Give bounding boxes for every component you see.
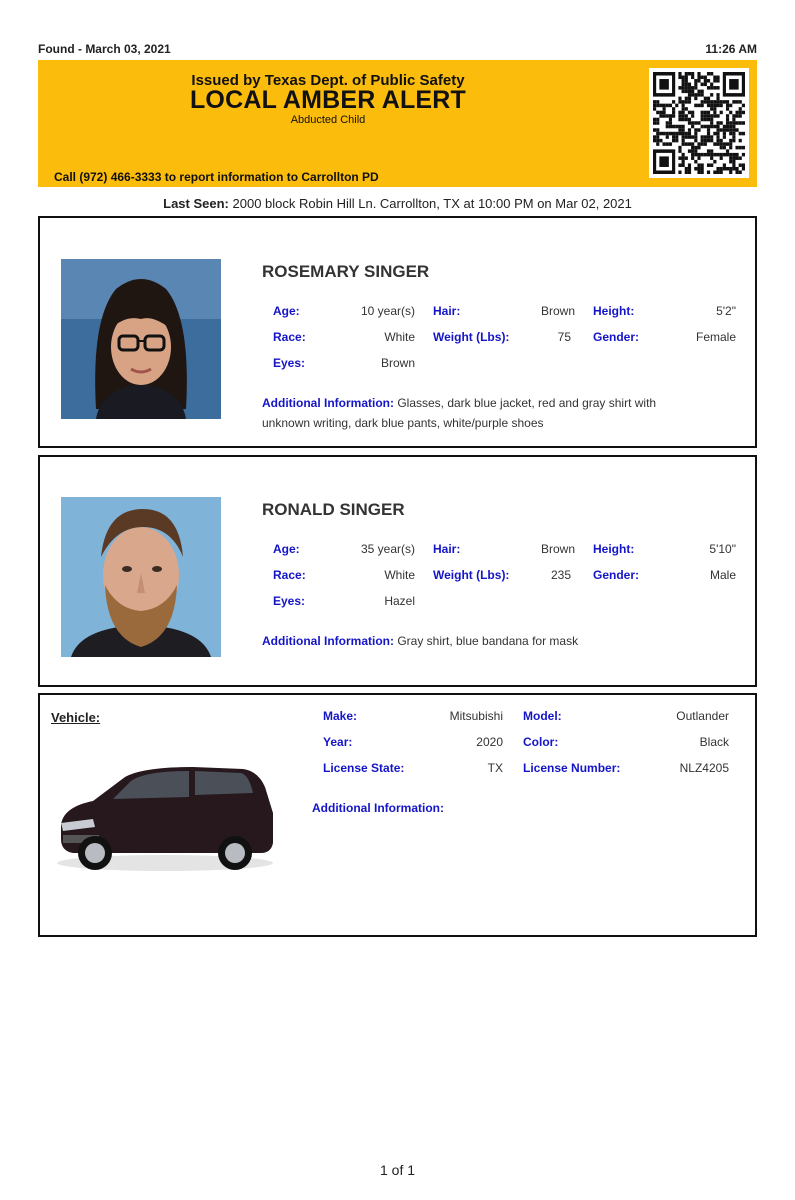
- suspect-weight-label: Weight (Lbs):: [433, 568, 510, 582]
- qr-code-icon: [653, 72, 745, 174]
- suspect-height-label: Height:: [593, 542, 635, 556]
- suspect-name: RONALD SINGER: [262, 500, 405, 519]
- alert-subtitle: Abducted Child: [290, 114, 366, 126]
- suspect-hair: Brown: [540, 542, 575, 556]
- suspect-gender: Male: [709, 568, 736, 582]
- vehicle-model: Outlander: [676, 709, 729, 723]
- last-seen: [0, 196, 795, 211]
- vehicle-box: [38, 693, 757, 937]
- child-age: 10 year(s): [360, 304, 415, 318]
- vehicle-year-label: Year:: [323, 735, 353, 749]
- found-status: Found - March 03, 2021: [38, 42, 171, 56]
- alert-title: LOCAL AMBER ALERT: [189, 86, 467, 114]
- child-additional-info: [262, 393, 732, 433]
- child-eyes: Brown: [380, 356, 415, 370]
- child-race: White: [384, 330, 415, 344]
- vehicle-state-label: License State:: [323, 761, 405, 775]
- suspect-weight: 235: [550, 568, 571, 582]
- child-box: [38, 216, 757, 448]
- child-addl-line2: unknown writing, dark blue pants, white/purple shoes: [262, 416, 544, 430]
- child-gender: Female: [695, 330, 736, 344]
- suspect-age-label: Age:: [273, 542, 300, 556]
- suspect-gender-label: Gender:: [593, 568, 640, 582]
- vehicle-state: TX: [487, 761, 503, 775]
- vehicle-section-title: Vehicle:: [51, 710, 101, 725]
- suspect-eyes: Hazel: [384, 594, 415, 608]
- child-weight-label: Weight (Lbs):: [433, 330, 510, 344]
- suspect-hair-label: Hair:: [433, 542, 461, 556]
- vehicle-addl-label: Additional Information:: [312, 801, 444, 815]
- alert-time: 11:26 AM: [705, 42, 757, 56]
- child-hair: Brown: [540, 304, 575, 318]
- vehicle-plate-label: License Number:: [523, 761, 621, 775]
- child-height-label: Height:: [593, 304, 635, 318]
- child-weight: 75: [557, 330, 571, 344]
- vehicle-plate: NLZ4205: [679, 761, 729, 775]
- vehicle-photo: [53, 757, 278, 877]
- last-seen-text: 2000 block Robin Hill Ln. Carrollton, TX at 10:00 PM on Mar 02, 2021: [232, 196, 632, 211]
- suspect-box: [38, 455, 757, 687]
- vehicle-make-label: Make:: [323, 709, 358, 723]
- child-eyes-label: Eyes:: [273, 356, 306, 370]
- vehicle-year: 2020: [476, 735, 503, 749]
- last-seen-label: Last Seen:: [163, 196, 229, 211]
- suspect-addl-text: Gray shirt, blue bandana for mask: [393, 634, 579, 648]
- child-height: 5'2": [716, 304, 736, 318]
- vehicle-make: Mitsubishi: [449, 709, 503, 723]
- vehicle-model-label: Model:: [523, 709, 562, 723]
- child-photo: [61, 259, 221, 419]
- top-line: [38, 42, 757, 58]
- suspect-race-label: Race:: [273, 568, 306, 582]
- suspect-height: 5'10": [709, 542, 736, 556]
- suspect-eyes-label: Eyes:: [273, 594, 306, 608]
- qr-code[interactable]: [649, 68, 749, 178]
- vehicle-color-label: Color:: [523, 735, 559, 749]
- suspect-age: 35 year(s): [360, 542, 415, 556]
- suspect-photo: [61, 497, 221, 657]
- child-name: ROSEMARY SINGER: [262, 262, 430, 281]
- alert-banner: [38, 60, 757, 187]
- suspect-additional-info: [262, 631, 732, 651]
- child-age-label: Age:: [273, 304, 300, 318]
- vehicle-color: Black: [699, 735, 729, 749]
- issued-by: Issued by Texas Dept. of Public Safety: [191, 72, 465, 89]
- suspect-race: White: [384, 568, 415, 582]
- call-info: Call (972) 466-3333 to report information to Carrollton PD: [54, 170, 379, 184]
- child-hair-label: Hair:: [433, 304, 461, 318]
- page-number: 1 of 1: [379, 1162, 416, 1178]
- child-addl-line1: Glasses, dark blue jacket, red and gray shirt with: [393, 396, 657, 410]
- child-addl-label: Additional Information:: [262, 396, 394, 410]
- suspect-addl-label: Additional Information:: [262, 634, 394, 648]
- child-gender-label: Gender:: [593, 330, 640, 344]
- child-race-label: Race:: [273, 330, 306, 344]
